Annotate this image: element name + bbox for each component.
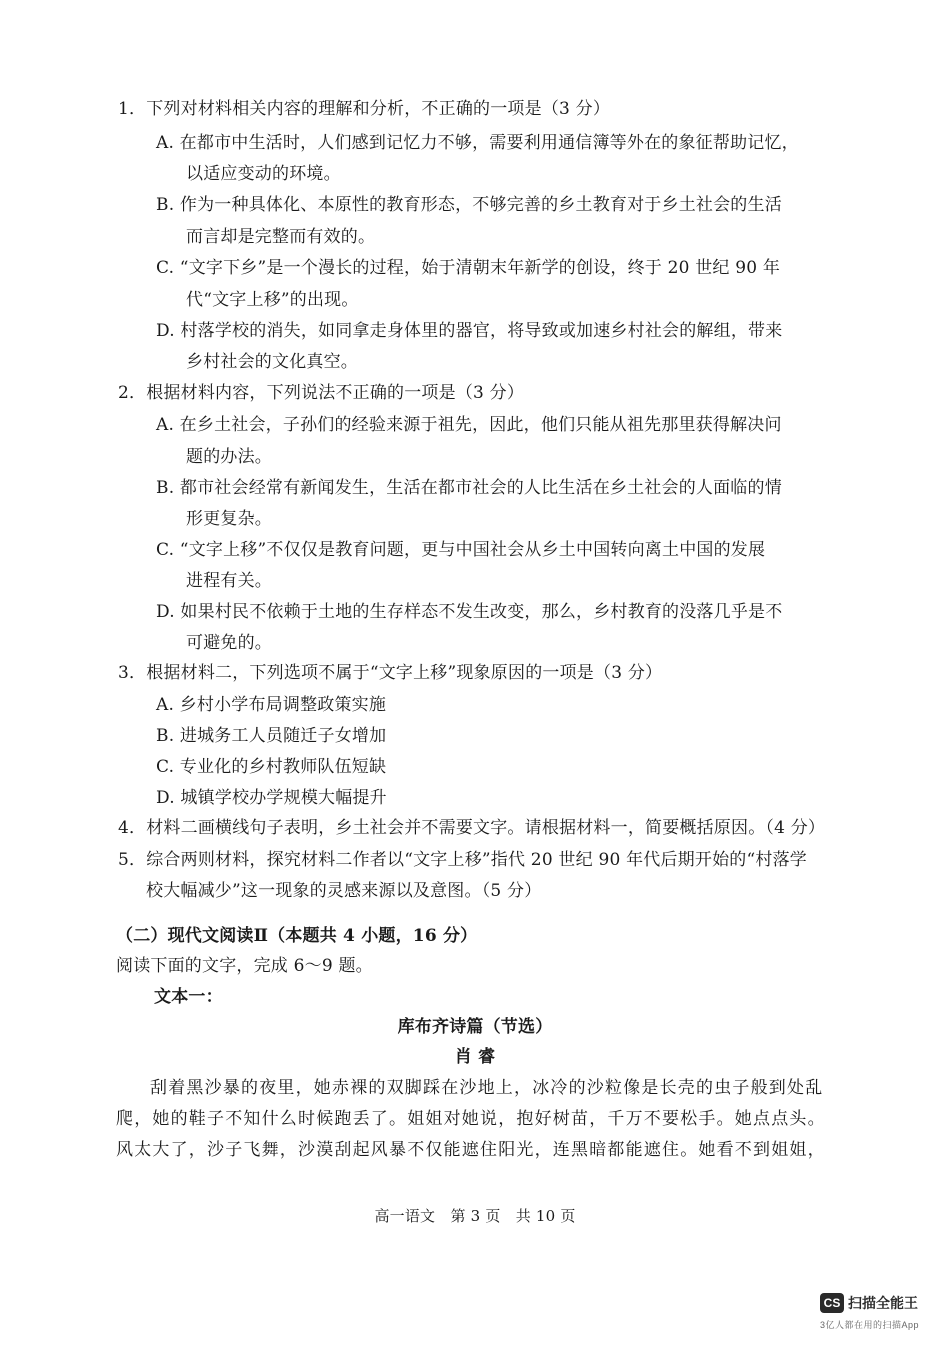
story-line-2: 爬，她的鞋子不知什么时候跑丢了。姐姐对她说，抱好树苗，千万不要松手。她点点头。	[116, 1109, 826, 1129]
question-3-stem: 3．根据材料二，下列选项不属于“文字上移”现象原因的一项是（3 分）	[118, 663, 663, 683]
page-footer: 高一语文 第 3 页 共 10 页	[374, 1207, 576, 1225]
q1-option-b-cont: 而言却是完整而有效的。	[186, 227, 376, 247]
q2-option-d: D. 如果村民不依赖于土地的生存样态不发生改变，那么，乡村教育的没落几乎是不	[156, 602, 783, 622]
question-4: 4．材料二画横线句子表明，乡土社会并不需要文字。请根据材料一，简要概括原因。（4 分）	[118, 818, 826, 838]
question-2-stem: 2．根据材料内容，下列说法不正确的一项是（3 分）	[118, 383, 525, 403]
q1-option-a: A. 在都市中生活时，人们感到记忆力不够，需要利用通信簿等外在的象征帮助记忆，	[156, 133, 799, 153]
section-title: （二）现代文阅读Ⅱ（本题共 4 小题，16 分）	[116, 926, 478, 946]
q2-option-c-cont: 进程有关。	[186, 571, 272, 591]
text-label: 文本一：	[154, 987, 223, 1007]
q1-option-c: C. “文字下乡”是一个漫长的过程，始于清朝末年新学的创设，终于 20 世纪 90 年	[156, 258, 781, 278]
q2-option-b-cont: 形更复杂。	[186, 509, 272, 529]
story-line-3: 风太大了，沙子飞舞，沙漠刮起风暴不仅能遮住阳光，连黑暗都能遮住。她看不到姐姐，	[116, 1140, 826, 1160]
q2-option-b: B. 都市社会经常有新闻发生，生活在都市社会的人比生活在乡土社会的人面临的情	[156, 478, 782, 498]
watermark-tagline: 3亿人都在用的扫描App	[820, 1320, 920, 1330]
q3-option-b: B. 进城务工人员随迁子女增加	[156, 726, 387, 746]
camscanner-logo-icon: CS	[820, 1293, 844, 1313]
question-5: 5．综合两则材料，探究材料二作者以“文字上移”指代 20 世纪 90 年代后期开始的“村落学	[118, 850, 807, 870]
q2-option-c: C. “文字上移”不仅仅是教育问题，更与中国社会从乡土中国转向离土中国的发展	[156, 540, 766, 560]
q2-option-d-cont: 可避免的。	[186, 633, 272, 653]
reading-instruction: 阅读下面的文字，完成 6～9 题。	[116, 956, 373, 976]
question-1-stem: 1．下列对材料相关内容的理解和分析，不正确的一项是（3 分）	[118, 99, 611, 119]
story-title: 库布齐诗篇（节选）	[397, 1017, 553, 1037]
q2-option-a-cont: 题的办法。	[186, 447, 272, 467]
q1-option-d-cont: 乡村社会的文化真空。	[186, 352, 358, 372]
q1-option-b: B. 作为一种具体化、本原性的教育形态，不够完善的乡土教育对于乡土社会的生活	[156, 195, 782, 215]
story-author: 肖 睿	[454, 1047, 496, 1067]
q1-option-c-cont: 代“文字上移”的出现。	[186, 290, 359, 310]
q1-option-d: D. 村落学校的消失，如同拿走身体里的器官，将导致或加速乡村社会的解组，带来	[156, 321, 783, 341]
q3-option-c: C. 专业化的乡村教师队伍短缺	[156, 757, 387, 777]
q1-option-a-cont: 以适应变动的环境。	[186, 164, 341, 184]
q3-option-d: D. 城镇学校办学规模大幅提升	[156, 788, 387, 808]
q3-option-a: A. 乡村小学布局调整政策实施	[156, 695, 387, 715]
question-5-cont: 校大幅减少”这一现象的灵感来源以及意图。（5 分）	[146, 881, 542, 901]
story-line-1: 刮着黑沙暴的夜里，她赤裸的双脚踩在沙地上，冰冷的沙粒像是长壳的虫子般到处乱	[150, 1078, 824, 1098]
watermark-name: 扫描全能王	[848, 1295, 918, 1311]
q2-option-a: A. 在乡土社会，子孙们的经验来源于祖先，因此，他们只能从祖先那里获得解决问	[156, 415, 782, 435]
